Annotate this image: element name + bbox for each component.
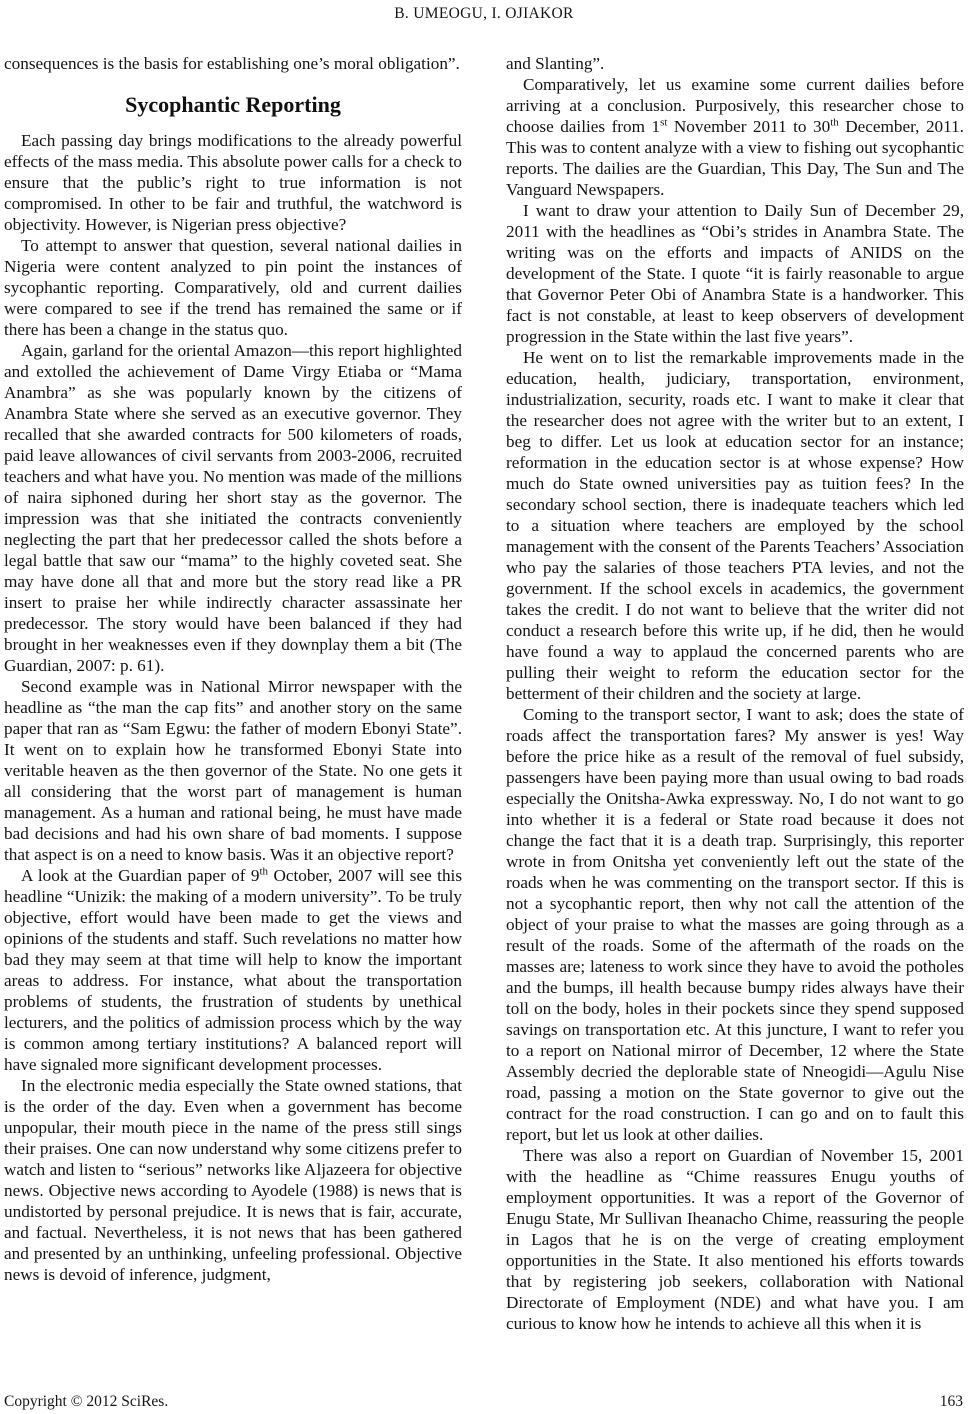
paragraph: I want to draw your attention to Daily Sun of December 29, 2011 with the headlines as “Obi’s strides in Anambra State. The writing was on the efforts and impacts of ANIDS on the development of the State. I quote “it is fairly reasonable to argue that Governor Peter Obi of Anambra State is a handworker. This fact is not constable, at least to keep observers of development progression in the State within the last five years”. <box>506 201 964 346</box>
paragraph: Again, garland for the oriental Amazon—this report highlighted and extolled the achievement of Dame Virgy Etiaba or “Mama Anambra” as she was popularly known by the citizens of Anambra State where she served as an executive governor. They recalled that she awarded contracts for 500 kilometers of roads, paid leave allowances of civil servants from 2003-2006, recruited teachers and what have you. No mention was made of the millions of naira siphoned during her short stay as the governor. The impression was that she initiated the contracts conveniently neglecting the part that her predecessor called the shots before a legal battle that saw our “mama” to the highly coveted seat. She may have done all that and more but the story read like a PR insert to praise her while indirectly character assassinate her predecessor. The story would have been balanced if they had brought in her weaknesses even if they downplay them a bit (The Guardian, 2007: p. 61). <box>4 341 462 675</box>
section-heading: Sycophantic Reporting <box>125 92 341 117</box>
paragraph: Second example was in National Mirror newspaper with the headline as “the man the cap fits” and another story on the same paper that ran as “Sam Egwu: the father of modern Ebonyi State”. It went on to explain how he transformed Ebonyi State into veritable heaven as the then governor of the State. No one gets it all considering that the worst part of management is human management. As a human and rational being, he must have made bad decisions and had his own share of bad moments. I suppose that aspect is on a need to know basis. Was it an objective report? <box>4 677 462 864</box>
two-column-body <box>4 53 964 1334</box>
page-number: 163 <box>939 1393 963 1410</box>
paragraph: In the electronic media especially the State owned stations, that is the order of the day. Even when a government has become unpopular, their mouth piece in the name of the press still sings their praises. One can now understand why some citizens prefer to watch and listen to “serious” networks like Aljazeera for objective news. Objective news according to Ayodele (1988) is news that is undistorted by personal prejudice. It is news that is fair, accurate, and factual. Nevertheless, it is not news that has been gathered and presented by an unthinking, unfeeling professional. Objective news is devoid of inference, judgment, <box>4 1076 462 1284</box>
paragraph: A look at the Guardian paper of 9th October, 2007 will see this headline “Unizik: the making of a modern university”. To be truly objective, effort would have been made to get the views and opinions of the students and staff. Such revelations no matter how bad they may seem at that time will help to know the important areas to address. For instance, what about the transportation problems of students, the frustration of students by unethical lecturers, and the politics of admission process which by the way is common among tertiary institutions? A balanced report will have signaled more significant development processes. <box>4 865 463 1074</box>
paragraph: Coming to the transport sector, I want to ask; does the state of roads affect the transportation fares? My answer is yes! Way before the price hike as a result of the removal of fuel subsidy, passengers have been paying more than usual owing to bad roads especially the Onitsha-Awka expressway. No, I do not want to go into whether it is a federal or State road because it does not change the fact that it is a death trap. Surprisingly, this reporter wrote in from Onitsha yet conveniently left out the state of the roads when he was commenting on the transport sector. If this is not a sycophantic report, then why not call the attention of the object of your praise to what the masses are going through as a result of the roads. Some of the aftermath of the roads on the masses are; lateness to work since they have to avoid the potholes and the bumps, ill health because bumpy rides always have their toll on the body, holes in their pockets since they spend supposed savings on transportation etc. At this juncture, I want to refer you to a report on National mirror of December, 12 where the State Assembly decried the deplorable state of Nneogidi—Agulu Nise road, passing a motion on the State governor to give out the contract for the road construction. I can go and on to fault this report, but let us look at other dailies. <box>506 705 964 1144</box>
paragraph: Each passing day brings modifications to the already powerful effects of the mass media. This absolute power calls for a check to ensure that the public’s right to true information is not compromised. In other to be fair and truthful, the watchword is objectivity. However, is Nigerian press objective? <box>4 131 462 234</box>
paragraph: To attempt to answer that question, several national dailies in Nigeria were content analyzed to pin point the instances of sycophantic reporting. Comparatively, old and current dailies were compared to see if the trend has remained the same or if there has been a change in the status quo. <box>4 236 462 339</box>
running-header: B. UMEOGU, I. OJIAKOR <box>394 5 574 22</box>
right-column <box>506 53 964 1334</box>
paragraph: There was also a report on Guardian of November 15, 2001 with the headline as “Chime reassures Enugu youths of employment opportunities. It was a report of the Governor of Enugu State, Mr Sullivan Iheanacho Chime, reassuring the people in Lagos that he is on the verge of creating employment opportunities in the State. It also mentioned his efforts towards that by registering job seekers, collaboration with National Directorate of Employment (NDE) and what have you. I am curious to know how he intends to achieve all this when it is <box>506 1146 964 1333</box>
paragraph: and Slanting”. <box>506 54 605 73</box>
left-column <box>4 53 462 1334</box>
ordinal-superscript: th <box>830 116 839 129</box>
paragraph: consequences is the basis for establishing one’s moral obligation”. <box>4 54 460 73</box>
copyright-notice: Copyright © 2012 SciRes. <box>4 1393 169 1410</box>
page-footer <box>4 1393 963 1411</box>
ordinal-superscript: th <box>259 865 269 878</box>
paragraph: He went on to list the remarkable improvements made in the education, health, judiciary, transportation, environment, industrialization, security, roads etc. I want to make it clear that the researcher does not agree with the writer but to an extent, I beg to differ. Let us look at education sector for an instance; reformation in the education sector is at whose expense? How much do State owned universities pay as tuition fees? In the secondary school section, there is inadequate teachers which led to a situation where teachers are employed by the school management with the consent of the Parents Teachers’ Association who pay the salaries of those teachers PTA levies, and not the government. If the school excels in academics, the government takes the credit. I do not want to believe that the writer did not conduct a research before this write up, if he did, then he would have found a way to applaud the concerned parents who are pulling their weight to reform the education sector for the betterment of their children and the society at large. <box>506 348 964 703</box>
ordinal-superscript: st <box>660 116 668 129</box>
paragraph: Comparatively, let us examine some current dailies before arriving at a conclusion. Purposively, this researcher chose to choose dailies from 1st November 2011 to 30th December, 2011. This was to content analyze with a view to fishing out sycophantic reports. The dailies are the Guardian, This Day, The Sun and The Vanguard Newspapers. <box>506 75 964 199</box>
